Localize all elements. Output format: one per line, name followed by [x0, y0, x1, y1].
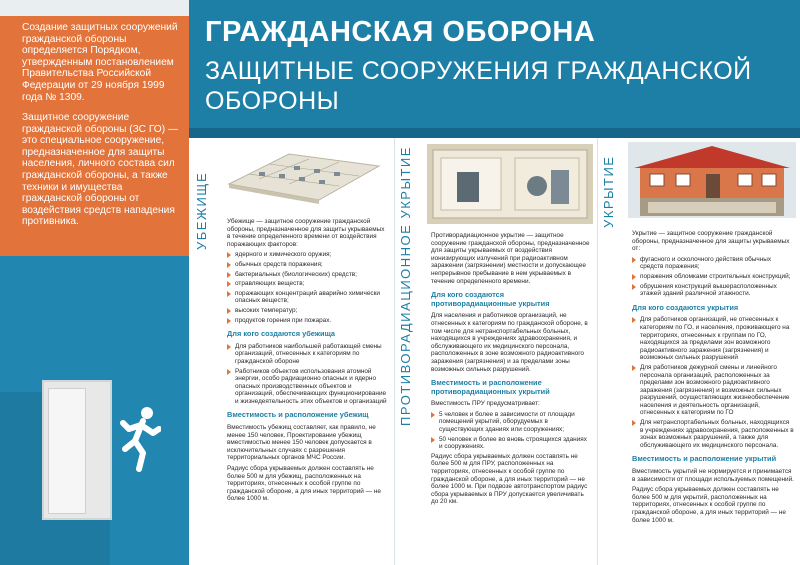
list-item: обычных средств поражения; [227, 261, 387, 269]
cover-text: Укрытие — защитное сооружение гражданской обороны, предназначенное для защиты укрываемых от: фугасного и осколочного действия обычных средств поражения; поражения обломками строительных конструкций; обрушения конструкций вышерасположенных этажей зданий различной этажности. Для кого создаются укрытия Для работников организаций, не отнесенных к категориям по ГО, и населения, проживающего на территориях, отнесенных к группам по ГО, находящихся за пределами зон возможного радиоактивного заражения (загрязнения) и возможных сильных разрушений Для работников дежурной смены и линейного персонала организаций, расположенных за пределами зон возможного радиоактивного заражения (загрязнения) и возможных сильных разрушений, осуществляющих жизнеобеспечение населения и деятельность организаций, отнесенных к категориям по ГО Для нетранспортабельных больных, находящихся в учреждениях здравоохранения, расположенных в зонах возможных разрушений, а также для обслуживающего их медицинского персонала. Вместимость и расположение укрытий Вместимость укрытий не нормируется и принимается в зависимости от площади используемых помещений. Радиус сбора укрываемых должен составлять не более 500 м для укрытий, расположенных на территориях, отнесенных к особой группе по гражданской обороне, а для иных территорий — не более 1000 м. [632, 230, 794, 524]
list-item: бактериальных (биологических) средств; [227, 271, 387, 279]
list-item: продуктов горения при пожарах. [227, 317, 387, 325]
shelter-who-list [227, 343, 387, 406]
intro-text-1: Создание защитных сооружений гражданской обороны определяется Порядком, утвержденным постановлением Правительства Российской Федерации от 29 ноября 1999 года № 1309. [22, 22, 178, 103]
shelter-factor-list [227, 251, 387, 324]
shelter-illustration [219, 144, 387, 204]
list-item: Для работников организаций, не отнесенных к категориям по ГО, и населения, проживающего на территориях, отнесенных к группам по ГО, находящихся за пределами зон возможного радиоактивного заражения (загрязнения) и возможных сильных разрушений [632, 316, 794, 362]
list-item: 5 человек и более в зависимости от площади помещений укрытий, оборудуемых в существующих зданиях или сооружениях; [431, 411, 591, 434]
radiation-who-heading: Для кого создаются противорадиационные укрытия [431, 290, 550, 308]
cover-factor-list [632, 256, 794, 298]
radiation-capacity-list [431, 411, 591, 451]
list-item: поражающих концентраций аварийно химически опасных веществ; [227, 290, 387, 305]
shelter-column [189, 138, 394, 565]
column-pointer [606, 138, 620, 147]
list-item: Для работников наибольшей работающей смены организаций, отнесенных к категориям по гражданской обороне [227, 343, 387, 366]
radiation-shelter-label: ПРОТИВОРАДИАЦИОННОЕ УКРЫТИЕ [398, 146, 413, 426]
shelter-text: Убежище — защитное сооружение гражданской обороны, предназначенное для защиты укрываемых в течение определенного времени от воздействия поражающих факторов: ядерного и химического оружия; обычных средств поражения; бактериальных (биологических) средств; отравляющих веществ; поражающих концентраций аварийно химически опасных веществ; высоких температур; продуктов горения при пожарах. Для кого создаются убежища Для работников наибольшей работающей смены организаций, отнесенных к категориям по гражданской обороне Работников объектов использования атомной энергии, особо радиационно опасных и ядерно опасных производственных объектов и организаций, обеспечивающих функционирование и жизнедеятельность этих объектов и организаций Вместимость и расположение убежищ Вместимость убежищ составляет, как правило, не менее 150 человек. Проектирование убежищ вместимостью менее 150 человек допускается в исключительных случаях с разрешения территориальных органов МЧС России. Радиус сбора укрываемых должен составлять не более 500 м для убежищ, расположенных на территориях, отнесенных к особой группе по гражданской обороне, а для иных территорий — не более 1000 м. [227, 218, 387, 503]
shelter-label: УБЕЖИЩЕ [194, 171, 209, 250]
list-item: отравляющих веществ; [227, 280, 387, 288]
page-title: ГРАЖДАНСКАЯ ОБОРОНА [205, 16, 596, 48]
header-strip [189, 128, 800, 138]
list-item: фугасного и осколочного действия обычных средств поражения; [632, 256, 794, 271]
list-item: 50 человек и более во вновь строящихся зданиях и сооружениях. [431, 436, 591, 451]
open-door-illustration [42, 380, 112, 520]
radiation-capacity-heading: Вместимость и расположение противорадиационных укрытий [431, 378, 550, 396]
shelter-capacity-heading: Вместимость и расположение убежищ [227, 410, 369, 420]
list-item: ядерного и химического оружия; [227, 251, 387, 259]
cover-who-list [632, 316, 794, 449]
radiation-shelter-illustration [427, 144, 593, 224]
page-subtitle: ЗАЩИТНЫЕ СООРУЖЕНИЯ ГРАЖДАНСКОЙ ОБОРОНЫ [205, 57, 752, 115]
list-item: высоких температур; [227, 307, 387, 315]
list-item: обрушения конструкций вышерасположенных этажей зданий различной этажности. [632, 283, 794, 298]
list-item: Работников объектов использования атомной энергии, особо радиационно опасных и ядерно опасных производственных объектов и организаций, обеспечивающих функционирование и жизнедеятельность этих объектов и организаций [227, 368, 387, 406]
cover-column [597, 138, 800, 565]
cover-capacity-heading: Вместимость и расположение укрытий [632, 454, 777, 464]
cover-who-heading: Для кого создаются укрытия [632, 302, 739, 312]
cover-label: УКРЫТИЕ [601, 155, 616, 228]
running-person-icon [117, 405, 161, 475]
shelter-who-heading: Для кого создаются убежища [227, 329, 336, 339]
list-item: Для нетранспортабельных больных, находящихся в учреждениях здравоохранения, расположенных в зонах возможных разрушений, а также для обслуживающего их медицинского персонала. [632, 419, 794, 449]
list-item: Для работников дежурной смены и линейного персонала организаций, расположенных за пределами зон возможного радиоактивного заражения (загрязнения) и возможных сильных разрушений, осуществляющих жизнеобеспечение населения и деятельность организаций, отнесенных к категориям по ГО [632, 364, 794, 417]
radiation-shelter-text: Противорадиационное укрытие — защитное сооружение гражданской обороны, предназначенное для защиты укрываемых от воздействия ионизирующих излучений при радиоактивном заражении (загрязнении) местности и допускающее непрерывное пребывание в нем укрываемых в течение определенного времени. Для кого создаются противорадиационные укрытия Для населения и работников организаций, не отнесенных к категориям по гражданской обороне, в том числе для нетранспортабельных больных, находящихся в учреждениях здравоохранения, и обслуживающего их медицинского персонала, расположенных в зоне возможного радиоактивного заражения (загрязнения) и за пределами зоны возможных сильных разрушений. Вместимость и расположение противорадиационных укрытий Вместимость ПРУ предусматривает: 5 человек и более в зависимости от площади помещений укрытий, оборудуемых в существующих зданиях или сооружениях; 50 человек и более во вновь строящихся зданиях и сооружениях. Радиус сбора укрываемых должен составлять не более 500 м для ПРУ, расположенных на территориях, отнесенных к особой группе по гражданской обороне, а для иных территорий — не более 1000 м. При подвозе автотранспортом радиус сбора укрываемых в ПРУ допускается увеличивать до 20 км. [431, 232, 590, 506]
intro-text-2: Защитное сооружение гражданской обороны (ЗС ГО) — это специальное сооружение, предназначенное для защиты населения, личного состава сил гражданской обороны, а также техники и имущества гражданской обороны от воздействия средств нападения противника. [22, 112, 179, 228]
column-pointer [199, 138, 213, 147]
cover-illustration [628, 142, 796, 218]
radiation-shelter-column [394, 138, 598, 565]
list-item: поражения обломками строительных конструкций; [632, 273, 794, 281]
